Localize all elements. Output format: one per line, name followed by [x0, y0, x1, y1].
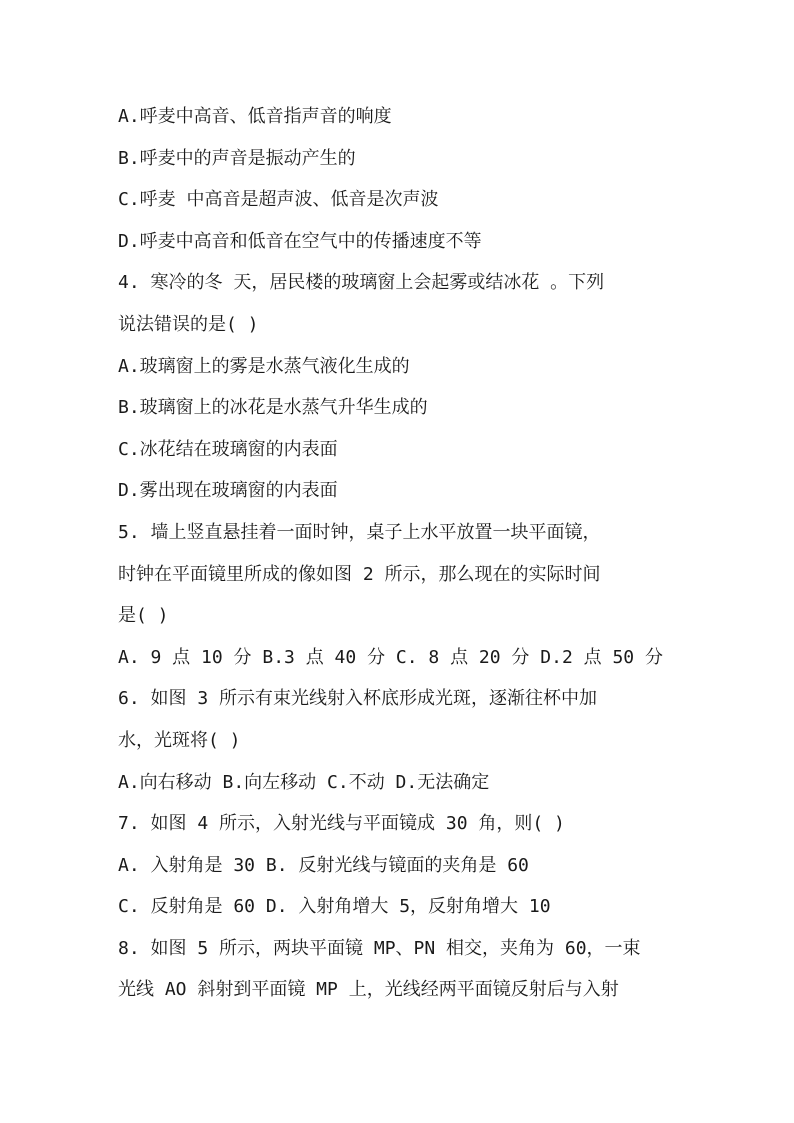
option-3b: B.呼麦中的声音是振动产生的 — [118, 147, 356, 169]
question-8-line-2: 光线 AO 斜射到平面镜 MP 上，光线经两平面镜反射后与入射 — [118, 979, 619, 1001]
option-3c: C.呼麦 中高音是超声波、低音是次声波 — [118, 189, 439, 211]
option-4d: D.雾出现在玻璃窗的内表面 — [118, 480, 338, 502]
question-4-line-2: 说法错误的是( ) — [118, 313, 259, 335]
option-4a: A.玻璃窗上的雾是水蒸气液化生成的 — [118, 355, 410, 377]
options-7ab: A. 入射角是 30 B. 反射光线与镜面的夹角是 60 — [118, 854, 529, 876]
question-6-line-2: 水，光斑将( ) — [118, 729, 241, 751]
question-8-line-1: 8. 如图 5 所示，两块平面镜 MP、PN 相交，夹角为 60，一束 — [118, 937, 641, 959]
question-7: 7. 如图 4 所示，入射光线与平面镜成 30 角，则( ) — [118, 813, 565, 835]
option-3a: A.呼麦中高音、低音指声音的响度 — [118, 106, 392, 127]
question-5-line-1: 5. 墙上竖直悬挂着一面时钟，桌子上水平放置一块平面镜， — [118, 521, 601, 543]
document-body — [118, 96, 688, 1011]
option-3d: D.呼麦中高音和低音在空气中的传播速度不等 — [118, 230, 482, 252]
options-6: A.向右移动 B.向左移动 C.不动 D.无法确定 — [118, 771, 490, 793]
options-7cd: C. 反射角是 60 D. 入射角增大 5，反射角增大 10 — [118, 896, 551, 918]
question-5-line-2: 时钟在平面镜里所成的像如图 2 所示，那么现在的实际时间 — [118, 563, 601, 585]
question-6-line-1: 6. 如图 3 所示有束光线射入杯底形成光斑，逐渐往杯中加 — [118, 688, 598, 710]
question-5-line-3: 是( ) — [118, 605, 169, 627]
option-4b: B.玻璃窗上的冰花是水蒸气升华生成的 — [118, 397, 428, 419]
options-5: A. 9 点 10 分 B.3 点 40 分 C. 8 点 20 分 D.2 点 50 分 — [118, 646, 663, 668]
question-4-line-1: 4. 寒冷的冬 天，居民楼的玻璃窗上会起雾或结冰花 。下列 — [118, 272, 605, 294]
option-4c: C.冰花结在玻璃窗的内表面 — [118, 438, 338, 460]
